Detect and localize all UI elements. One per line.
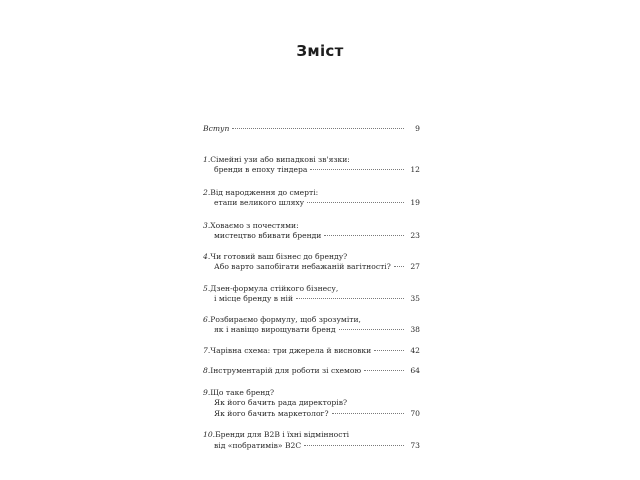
toc-entry-title: Чарівна схема: три джерела й висновки — [210, 345, 372, 355]
toc-entry-line — [203, 198, 420, 209]
toc-entry-title: мистецтво вбивати бренди — [214, 231, 322, 240]
toc-entry — [203, 284, 420, 305]
toc-entry-title: Дзен-формула стійкого бізнесу, — [210, 283, 339, 293]
toc-entry-title: від «побратимів» B2C — [214, 440, 302, 450]
toc-page-number: 19 — [410, 198, 420, 207]
toc-page-number: 64 — [410, 366, 420, 375]
toc-chapter-number: 8. — [203, 366, 211, 375]
toc-entry-title: Або варто запобігати небажаній вагітності? — [214, 262, 391, 271]
toc-page-number: 12 — [410, 165, 420, 174]
dot-leader — [310, 169, 404, 170]
toc-chapter-number: 7. — [203, 345, 211, 355]
toc-entry-line — [203, 188, 420, 199]
table-of-contents — [203, 124, 420, 451]
toc-entry-line — [203, 315, 420, 326]
page-title: Зміст — [296, 42, 344, 60]
dot-leader — [232, 128, 404, 129]
toc-chapter-number: 3. — [203, 220, 211, 230]
toc-entry — [203, 188, 420, 209]
toc-chapter-number: 6. — [203, 314, 211, 324]
dot-leader — [307, 202, 404, 203]
toc-entry-title: Бренди для B2B і їхні відмінності — [215, 430, 350, 439]
toc-chapter-list — [203, 155, 420, 452]
toc-entry-line — [203, 441, 420, 452]
toc-entry-title: Як його бачить маркетолог? — [214, 408, 329, 418]
toc-entry-title: і місце бренду в ній — [214, 294, 294, 303]
dot-leader — [394, 266, 404, 267]
toc-entry-title: Чи готовий ваш бізнес до бренду? — [210, 251, 348, 261]
toc-entry-line — [203, 221, 420, 232]
toc-entry-line — [203, 366, 420, 377]
toc-entry — [203, 430, 420, 451]
toc-entry-line — [203, 409, 420, 420]
toc-entry-title: Інструментарій для роботи зі схемою — [210, 366, 362, 375]
toc-entry — [203, 366, 420, 377]
toc-entry-title: Розбираємо формулу, щоб зрозуміти, — [210, 314, 361, 324]
toc-entry-intro — [203, 124, 420, 135]
toc-page-number: 35 — [410, 294, 420, 303]
toc-entry-title: Від народження до смерті: — [210, 187, 319, 197]
toc-entry-line — [203, 325, 420, 336]
dot-leader — [304, 445, 404, 446]
toc-entry-line — [203, 231, 420, 242]
dot-leader — [296, 298, 404, 299]
toc-entry-line — [203, 284, 420, 295]
toc-entry-line — [203, 398, 420, 409]
dot-leader — [324, 235, 404, 236]
dot-leader — [332, 413, 404, 414]
dot-leader — [374, 350, 404, 351]
toc-entry-line — [203, 262, 420, 273]
toc-entry-line — [203, 155, 420, 166]
toc-entry-line — [203, 388, 420, 399]
toc-page-number: 73 — [410, 440, 420, 450]
toc-entry — [203, 155, 420, 176]
toc-page-number: 38 — [410, 325, 420, 334]
toc-page-number: 27 — [410, 262, 420, 271]
toc-page-number: 70 — [410, 408, 420, 418]
toc-entry-title: етапи великого шляху — [214, 198, 305, 207]
toc-page-number: 23 — [410, 231, 420, 240]
toc-entry-title: Що таке бренд? — [210, 387, 275, 397]
toc-entry — [203, 388, 420, 420]
toc-entry — [203, 221, 420, 242]
toc-chapter-number: 4. — [203, 251, 211, 261]
toc-entry — [203, 346, 420, 357]
toc-entry-title: як і навіщо вирощувати бренд — [214, 325, 336, 334]
toc-entry-line — [203, 430, 420, 441]
toc-entry-line — [203, 294, 420, 305]
toc-chapter-number: 5. — [203, 283, 211, 293]
toc-entry-title: Вступ — [203, 124, 230, 133]
toc-chapter-number: 9. — [203, 387, 211, 397]
dot-leader — [364, 370, 404, 371]
toc-entry-title: Ховаємо з почестями: — [210, 220, 299, 230]
toc-entry-line — [203, 165, 420, 176]
toc-entry-title: Як його бачить рада директорів? — [214, 398, 348, 407]
toc-entry — [203, 252, 420, 273]
toc-entry-line — [203, 252, 420, 263]
toc-entry-title: бренди в епоху тіндера — [214, 165, 308, 174]
toc-chapter-number: 10. — [203, 430, 216, 439]
toc-chapter-number: 2. — [203, 187, 211, 197]
toc-entry — [203, 315, 420, 336]
dot-leader — [339, 329, 404, 330]
toc-chapter-number: 1. — [203, 154, 211, 164]
toc-entry-line — [203, 346, 420, 357]
toc-entry-title: Сімейні узи або випадкові зв'язки: — [210, 154, 350, 164]
toc-page-number: 9 — [415, 124, 420, 133]
toc-page-number: 42 — [410, 345, 420, 355]
